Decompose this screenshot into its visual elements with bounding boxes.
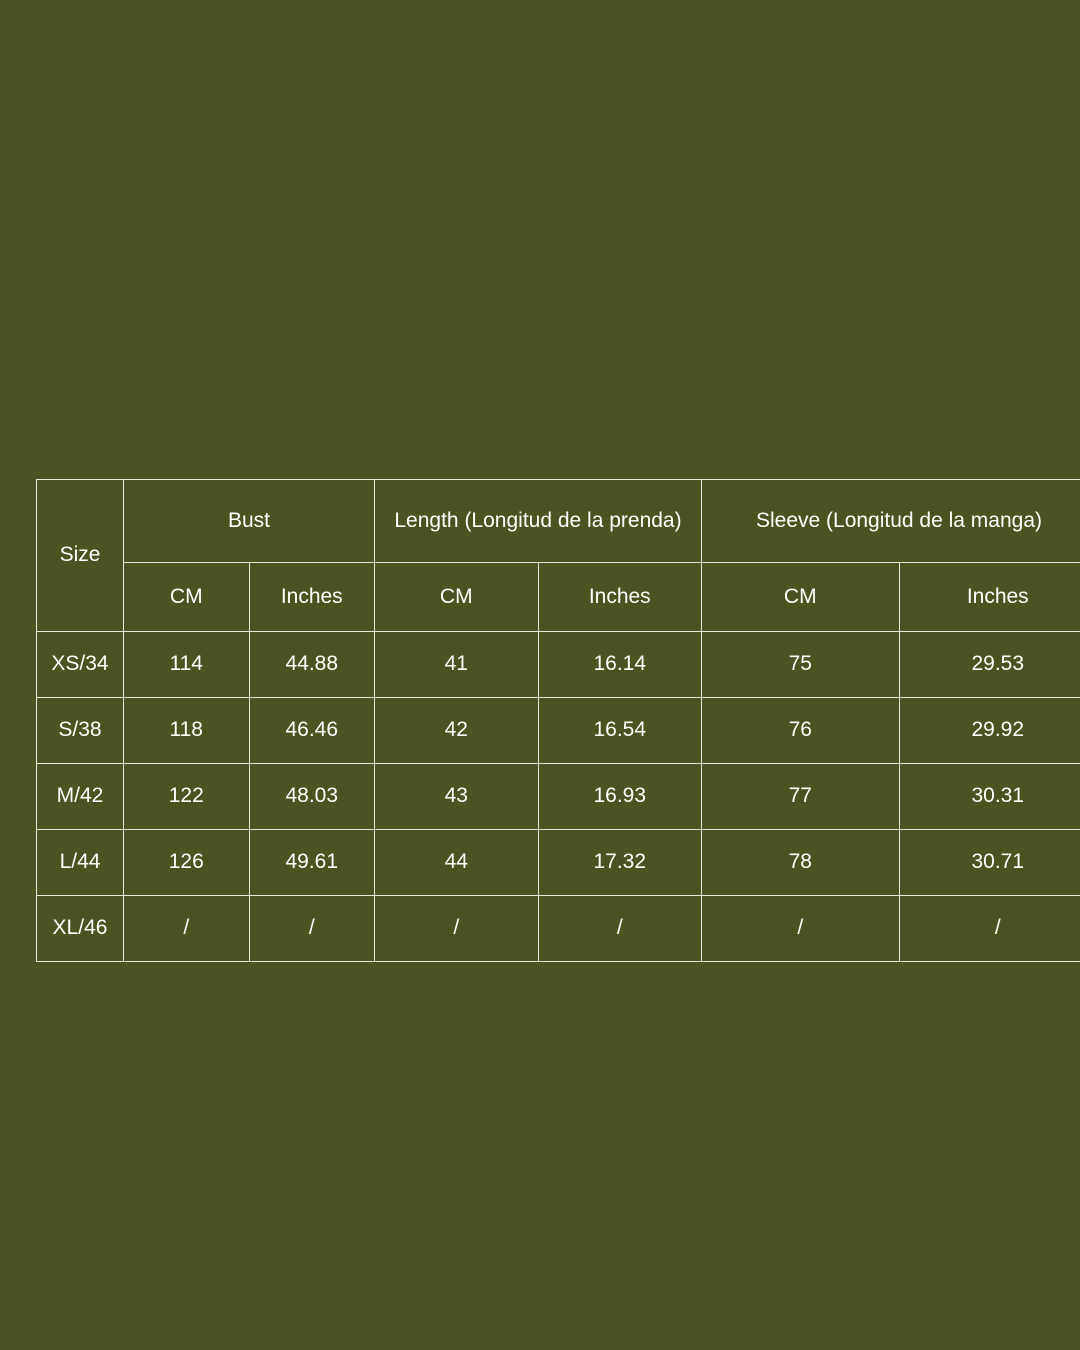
cell-size: L/44 [37,830,124,896]
cell-sleeve-cm: 76 [702,698,900,764]
table-header [37,480,1080,632]
column-header-length-inches: Inches [538,563,702,632]
cell-length-cm: 44 [375,830,539,896]
cell-bust-cm: 118 [124,698,250,764]
cell-bust-inches: 49.61 [249,830,375,896]
cell-size: XS/34 [37,632,124,698]
cell-sleeve-inches: / [899,896,1080,962]
cell-sleeve-cm: 78 [702,830,900,896]
column-group-sleeve: Sleeve (Longitud de la manga) [702,480,1080,563]
cell-bust-inches: 46.46 [249,698,375,764]
column-header-bust-cm: CM [124,563,250,632]
column-header-size: Size [37,480,124,632]
table-header-row-groups [37,480,1080,563]
cell-length-inches: / [538,896,702,962]
cell-size: XL/46 [37,896,124,962]
column-header-length-cm: CM [375,563,539,632]
table-header-row-units [37,563,1080,632]
cell-sleeve-cm: 77 [702,764,900,830]
cell-bust-cm: 126 [124,830,250,896]
cell-sleeve-inches: 29.92 [899,698,1080,764]
column-header-sleeve-inches: Inches [899,563,1080,632]
cell-bust-cm: 114 [124,632,250,698]
cell-length-inches: 16.54 [538,698,702,764]
cell-bust-inches: 44.88 [249,632,375,698]
cell-bust-inches: / [249,896,375,962]
cell-length-inches: 16.14 [538,632,702,698]
column-header-bust-inches: Inches [249,563,375,632]
cell-sleeve-cm: 75 [702,632,900,698]
cell-length-cm: 41 [375,632,539,698]
table-row [37,698,1080,764]
cell-sleeve-inches: 29.53 [899,632,1080,698]
cell-bust-cm: 122 [124,764,250,830]
size-chart [36,479,1044,962]
table-row [37,896,1080,962]
cell-bust-cm: / [124,896,250,962]
column-group-length: Length (Longitud de la prenda) [375,480,702,563]
cell-length-cm: 43 [375,764,539,830]
table-row [37,764,1080,830]
column-group-bust: Bust [124,480,375,563]
column-header-sleeve-cm: CM [702,563,900,632]
cell-length-cm: / [375,896,539,962]
cell-length-inches: 17.32 [538,830,702,896]
table-row [37,632,1080,698]
size-chart-table [36,479,1080,962]
cell-sleeve-cm: / [702,896,900,962]
cell-size: M/42 [37,764,124,830]
cell-length-inches: 16.93 [538,764,702,830]
table-row [37,830,1080,896]
cell-length-cm: 42 [375,698,539,764]
cell-sleeve-inches: 30.71 [899,830,1080,896]
cell-sleeve-inches: 30.31 [899,764,1080,830]
table-body [37,632,1080,962]
cell-size: S/38 [37,698,124,764]
cell-bust-inches: 48.03 [249,764,375,830]
